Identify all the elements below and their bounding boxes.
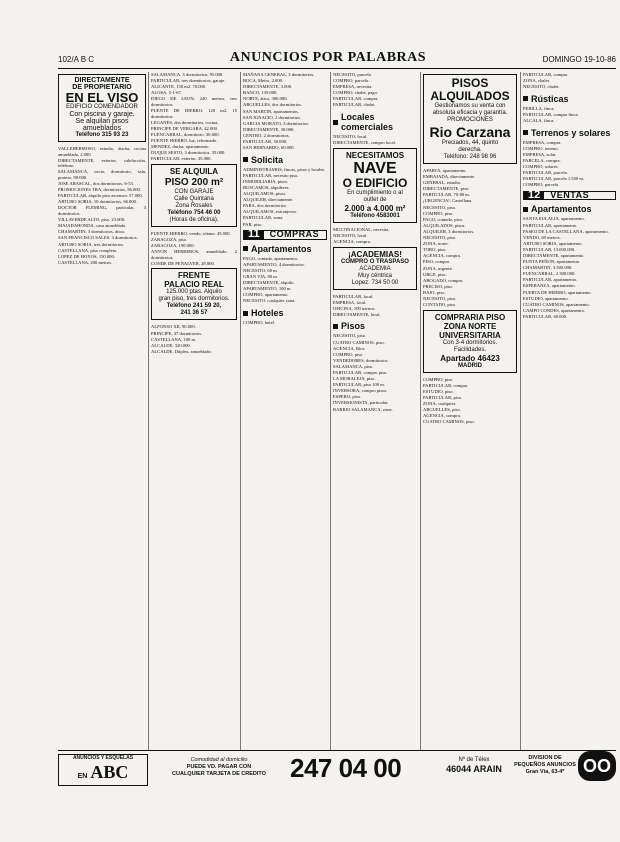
section-terrenos: Terrenos y solares	[523, 128, 616, 138]
classified-ad: CAMPO CONDES, apartamento.	[523, 307, 586, 313]
classified-ad: PARTICULAR, parcela.	[523, 170, 568, 176]
classified-ad: COMPRO, hotel.	[243, 320, 276, 325]
classified-ad: COMPRO, piso.	[423, 210, 454, 216]
ad-list-c4-bot	[333, 294, 417, 318]
classified-ad: DIEGO DE LEON, 240 metros, tres dormitorios.	[151, 96, 237, 107]
ad-box-pisos-alquilados: PISOS ALQUILADOS Gestionamos su venta con absoluta eficacia y garantía. PROMOCIONES Rio Carzana Preciados, 44, quinto derecha. Teléfono: 248 98 96	[423, 74, 517, 164]
classified-ad: MENDEZ, ducha, apartamento.	[151, 144, 210, 150]
classified-ad: GENERAL, estudio.	[423, 180, 462, 186]
classified-ad: SAN MARTIN, apartamentos.	[243, 108, 300, 114]
ad-list-c6	[523, 72, 616, 90]
classified-ad: PISO, compro.	[423, 259, 451, 265]
bullet-square-icon	[523, 96, 528, 101]
classified-ad: INVERSORA, compro pisos.	[333, 388, 388, 394]
classified-ad: PARTICULAR, exterior, 35.000.	[151, 156, 212, 162]
ad-list-c3-hoteles	[243, 320, 327, 326]
classified-ad: URGE, piso.	[423, 271, 447, 277]
classified-ad: PRINCIPE DE VERGARA, 42.000.	[151, 125, 219, 131]
classified-ad: COMPRO, piso.	[333, 351, 364, 357]
classified-ad: BUSCAMOS, alquileres.	[243, 185, 290, 190]
section-solicita: Solicita	[243, 155, 327, 165]
classified-ad: CASTELLANA, piso completo.	[58, 247, 118, 253]
bullet-square-icon	[333, 324, 338, 329]
column-3	[243, 72, 327, 752]
newspaper-page	[58, 50, 616, 834]
classified-ad: PARTICULAR, compra.	[333, 96, 379, 102]
classified-ad: PARTICULAR, chalet.	[333, 102, 376, 108]
classified-ad: CONTADO, piso.	[423, 302, 457, 308]
classified-ad: NECESITO, chalet.	[523, 84, 560, 90]
classified-ad: CHAMARTIN, 3 dormitorios, ático.	[58, 229, 126, 235]
classified-ad: AGENCIA, compra.	[333, 238, 371, 244]
classified-ad: ZARAGOZA, 190.000.	[151, 243, 195, 249]
classified-ad: LOPEZ DE HOYOS, 150.000.	[58, 253, 115, 259]
ad-list-c4-locales	[333, 134, 417, 146]
classified-ad: ARTURO SORIA, apartamento.	[523, 240, 583, 246]
ad-list-c3-apart	[243, 256, 327, 304]
column-6	[523, 72, 616, 752]
classified-ad: SAN BERNARDO, 60.000.	[243, 145, 295, 151]
bullet-square-icon	[333, 120, 338, 125]
classified-ad: CONDE DE PEÑALVER, 28.000.	[151, 260, 215, 266]
classified-ad: PARTICULAR, compra.	[523, 72, 569, 77]
classified-ad: DIRECTAMENTE, local.	[333, 311, 381, 317]
classified-ad: EMBAJADA, directamente.	[423, 174, 476, 180]
classified-ad: COMPRO, piso.	[423, 376, 454, 382]
classified-ad: AGENCIA, compra.	[423, 413, 461, 419]
classified-ad: NECESITO, piso.	[333, 333, 367, 339]
classified-ad: PARTICULAR, necesito piso.	[243, 172, 299, 178]
classified-ad: VILLAVERDE ALTO, piso. 23.000.	[58, 217, 126, 223]
classified-ad: SALAMANCA, vacío, dormitorio, sala, portero. 90.000.	[58, 169, 146, 180]
ad-box-palacio-real: FRENTE PALACIO REAL 125.000 ptas. Alquilo gran piso, tres dormitorios. Teléfono 241 59 20, 241 36 57	[151, 268, 237, 320]
ad-list-c6-rusticas	[523, 106, 616, 124]
classified-ad: AGENCIA, Ríos.	[333, 345, 366, 351]
ad-list-c2	[151, 72, 237, 162]
ad-list-c4	[333, 72, 417, 108]
classified-ad: SALAMANCA, 3 dormitorios. 95.000.	[151, 72, 224, 77]
classified-ad: ALCALA, finca.	[523, 117, 555, 123]
footer-phone: 247 04 00	[290, 753, 402, 783]
classified-ad: DIRECTAMENTE, compro local.	[333, 140, 396, 146]
classified-ad: PARTICULAR, compro piso.	[333, 369, 388, 375]
classified-ad: ESPERANZA, apartamento.	[523, 283, 576, 289]
footer-telex: Nº de Télex 46044 ARAIN	[446, 757, 502, 774]
classified-ad: NECESITO, local.	[333, 232, 368, 238]
ad-list-c2-bot	[151, 324, 237, 354]
classified-ad: ZARAGOZA, piso.	[151, 237, 188, 242]
classified-ad: INVERSIONISTA, particular.	[333, 400, 389, 406]
classified-ad: ALQUILER, 3 dormitorios.	[423, 228, 475, 234]
abc-logo: ABC	[90, 762, 129, 782]
ad-list-c5-bot	[423, 377, 517, 425]
classified-ad: COMPRO, solares.	[523, 163, 559, 169]
classified-ad: ADMINISTRAMOS, fincas, pisos y locales.	[243, 166, 326, 172]
classified-ad: EMPRESA, solar.	[523, 151, 557, 157]
bullet-square-icon	[523, 207, 528, 212]
classified-ad: LA MORALEJA, piso.	[333, 376, 376, 382]
classified-ad: DIRECTAMENTE, 3.000.	[243, 84, 293, 90]
classified-ad: NECESITO, parcela.	[333, 72, 372, 77]
column-5	[423, 72, 517, 752]
classified-ad: PARTICULAR, compra finca.	[523, 111, 579, 117]
classified-ad: CASTELLANA, 100 m.	[151, 336, 197, 342]
classified-ad: ALCALDE, 320.000.	[151, 342, 191, 348]
classified-ad: PARTICULAR, 70-80 m.	[423, 192, 471, 198]
classified-ad: SANTA EULALIA, apartamento.	[523, 216, 585, 222]
classified-ad: CUATRO CAMINOS, piso.	[333, 339, 385, 345]
classified-ad: MAJADAHONDA, casa amueblada.	[58, 223, 127, 229]
classified-ad: DUQUE SESTO, 3 dormitorios. 35.000.	[151, 150, 226, 156]
classified-ad: PUERTA DE HIERRO, apartamento.	[523, 289, 592, 295]
classified-ad: ALOSA. 5-1-67.	[151, 90, 183, 96]
classified-ad: ¡URGENCIA!, Castellana.	[423, 198, 473, 204]
classified-ad: DOCTOR FLEMING, particular, 3 dormitorios.	[58, 205, 146, 217]
classified-ad: DIRECTAMENTE, piso.	[423, 186, 470, 192]
footer-logo: OO	[578, 751, 616, 781]
classified-ad: PARTICULAR, compra.	[423, 382, 469, 388]
classified-ad: PAGO, contado, piso.	[423, 216, 464, 222]
classified-ad: PARTICULAR, apartamento.	[523, 277, 578, 283]
classified-ad: ESPERO, piso.	[333, 394, 362, 400]
classified-ad: SAN IGNACIO, 2 dormitorios.	[243, 114, 302, 120]
section-rusticas: Rústicas	[523, 94, 616, 104]
section-apartamentos-venta: Apartamentos	[523, 204, 616, 214]
classified-ad: SAN FRANCISCO SALES. 3 dormitorios.	[58, 235, 138, 241]
page-number: 102/A B C	[58, 55, 95, 64]
classified-ad: BARRIO SALAMANCA, zona.	[333, 406, 393, 412]
classified-ad: CUATRO CAMINOS, piso.	[423, 419, 475, 425]
classified-ad: NECESITO, cualquier zona.	[243, 298, 296, 304]
ad-list-c4-mid	[333, 227, 417, 245]
section-hoteles: Hoteles	[243, 308, 327, 318]
classified-ad: ARGUELLES, dos dormitorios.	[243, 102, 303, 108]
classified-ad: ABOGADO, compra.	[423, 277, 464, 283]
section-compras: 11 COMPRAS	[243, 230, 327, 240]
section-pisos: Pisos	[333, 321, 417, 331]
classified-ad: COMPRO, parcela.	[333, 78, 370, 84]
column-1	[58, 72, 146, 752]
section-ventas: 12 VENTAS	[523, 191, 616, 201]
classified-ad: INMOBILIARIA, pisos.	[243, 178, 289, 184]
classified-ad: PERILLA, finca.	[523, 105, 555, 111]
classified-ad: GRAN VIA, 80 m.	[243, 274, 279, 280]
classified-ad: MULTINACIONAL, necesita.	[333, 226, 390, 232]
footer-abc-box: ANUNCIOS Y ESQUELAS EN ABC	[58, 754, 148, 786]
footer-strip	[58, 750, 616, 791]
classified-ad: PARTICULAR, apartamento.	[523, 222, 578, 228]
classified-ad: ALQUILER, directamente.	[243, 197, 294, 203]
classified-ad: JOSE ABASCAL, dos dormitorios, 6-53.	[58, 181, 134, 187]
classified-ad: PRECISO, piso.	[423, 283, 453, 289]
issue-date: DOMINGO 19-10-86	[542, 55, 616, 64]
bullet-square-icon	[243, 311, 248, 316]
classified-ad: PARTICULAR, zona.	[243, 215, 284, 221]
ad-list-c4-pisos	[333, 333, 417, 412]
page-header	[58, 50, 616, 69]
section-locales: Locales comerciales	[333, 112, 417, 132]
classified-ad: PARA, dos dormitorios.	[243, 203, 288, 209]
classified-ad: PARTICULAR, parcela 1.500 m.	[523, 176, 585, 182]
classified-ad: SALAMANCA, piso.	[333, 363, 374, 369]
classified-ad: NECESITO, local.	[333, 134, 368, 140]
bullet-square-icon	[243, 246, 248, 251]
section-title: ANUNCIOS POR PALABRAS	[229, 50, 427, 65]
ad-box-el-viso: DIRECTAMENTE DE PROPIETARIO EN EL VISO EDIFICIO COMENDADOR Con piscina y garaje. Se alquilan pisos amueblados Teléfono 315 93 23	[58, 74, 146, 142]
ad-list-c6-apart	[523, 216, 616, 319]
classified-ad: DIRECTAMENTE, alquilo.	[243, 280, 295, 286]
classified-ad: BOCA, Metro, 2.000.	[243, 78, 284, 84]
classified-ad: LEGANES, dos dormitorios, cocina.	[151, 119, 219, 125]
classified-ad: EMPRESA, compra.	[523, 139, 562, 145]
classified-ad: APARTAMENTO, 4 dormitorios.	[243, 261, 305, 267]
classified-ad: ARGUELLES, piso.	[423, 407, 461, 413]
classified-ad: ANTON HERREROS, amueblado, 2 dormitorios.	[151, 249, 237, 260]
classified-ad: ARTURO SORIA, 10 dormitorios, 66.000.	[58, 199, 138, 205]
classified-ad: EMPRESA, necesita.	[333, 84, 373, 90]
classified-ad: VALLEHERMOSO, estudio, ducha, cocina amueblada, 2.000.	[58, 146, 146, 157]
classified-ad: ALQUILAMOS, pisos.	[243, 191, 287, 197]
classified-ad: BANCO, 135.000.	[243, 90, 278, 96]
classified-ad: GARCIA MORATO, 3 dormitorios.	[243, 120, 310, 126]
bullet-square-icon	[523, 130, 528, 135]
classified-ad: AGENCIA, compra.	[423, 253, 461, 259]
classified-ad: ZONA, cualquier.	[423, 401, 457, 407]
classified-ad: NECESITO, 60 m.	[243, 267, 278, 273]
classified-ad: COMPRO, chalet, pago.	[333, 90, 379, 96]
classified-ad: PUNTA PEÑON, apartamento.	[523, 259, 581, 265]
classified-ad: BAJO, piso.	[423, 289, 446, 295]
classified-ad: VENDEDORES, dormitorios.	[333, 357, 389, 363]
classified-ad: OFICINA, 100 metros.	[333, 305, 376, 311]
classified-ad: TORO, piso.	[423, 247, 447, 253]
ad-box-academias: ¡ACADEMIAS! COMPRO O TRASPASO ACADEMIA Muy céntrica Lopez. 734 50 00	[333, 247, 417, 290]
classified-ad: PARTICULAR, 60.000.	[523, 313, 568, 319]
ad-list-c2-mid	[151, 231, 237, 267]
classified-ad: PARTICULAR, 50.000.	[243, 139, 288, 145]
classified-ad: PROMOCIONES TRA, dormitorios, 56.000.	[58, 187, 141, 193]
bullet-square-icon	[243, 157, 248, 162]
classified-ad: CHAMARTIN, 3.500.000.	[523, 265, 573, 271]
classified-ad: PUENTE DE HIERRO, 120 m2, 15 dormitorios.	[151, 108, 237, 119]
ad-list-c3	[243, 72, 327, 151]
classified-ad: ARTURO SORIA, tres dormitorios.	[58, 241, 125, 247]
classified-ad: VENDO, 60 metros.	[523, 234, 561, 240]
classified-ad: FUENTE HIERRO, vendo, sótano. 45.000.	[151, 230, 231, 236]
classified-ad: FUENCARRAL, 2.300.000.	[523, 271, 576, 277]
footer-division: DIVISION DE PEQUEÑOS ANUNCIOS Gran Vía, 63-4º	[514, 755, 576, 775]
classified-ad: PRINCIPE, 37 dormitorios.	[151, 330, 203, 336]
classified-ad: NORTE, ático, 300.000.	[243, 96, 288, 102]
classified-ad: NECESITO, piso.	[423, 235, 457, 241]
ad-list-c6-terrenos	[523, 140, 616, 188]
classified-ad: CENTRO, 2 dormitorios.	[243, 132, 290, 138]
classified-ad: PAGO, contado, apartamento.	[243, 255, 299, 261]
classified-ad: ALCALDE. Dúplex, amueblado.	[151, 348, 212, 354]
footer-credit-note: Comodidad al domicilio PUEDE VD. PAGAR CON CUALQUIER TARJETA DE CREDITO	[172, 757, 266, 777]
classified-ad: ESTUDIO, piso.	[423, 388, 454, 394]
classified-ad: PUENTE HIERRO, luz, reformado.	[151, 138, 218, 144]
classified-ad: CUATRO CAMINOS, apartamento.	[523, 301, 590, 307]
classified-ad: PARTICULAR, local.	[333, 293, 374, 299]
ad-box-piso-200: SE ALQUILA PISO 200 m² CON GARAJE Calle Quintana Zona Rosales Teléfono 754 46 00 (Horas de oficina).	[151, 164, 237, 227]
classified-ad: ALQUILADOS, pisos.	[423, 222, 466, 228]
classified-ad: ALQUILAMOS, extranjeros.	[243, 209, 298, 215]
classified-ad: MAÑANA GENERAL, 3 dormitorios.	[243, 72, 315, 77]
classified-ad: ZONA, chalet.	[523, 78, 551, 84]
section-apartamentos-compra: Apartamentos	[243, 244, 327, 254]
classified-ad: PAR, piso.	[243, 221, 263, 227]
classified-ad: COMPRO, terreno.	[523, 145, 559, 151]
classified-ad: FUENCARRAL, dormitorio. 30.000.	[151, 131, 220, 137]
classified-ad: ESTUDIO, apartamento.	[523, 295, 569, 301]
classified-ad: CASTELLANA, 200 metros.	[58, 259, 113, 265]
classified-ad: COMPRO, apartamento.	[243, 292, 289, 298]
classified-ad: PARTICULAR, tres dormitorios, garaje.	[151, 78, 226, 84]
classified-ad: DIRECTAMENTE, 30.000.	[243, 126, 295, 132]
classified-ad: COMPRO, parcela.	[523, 182, 560, 188]
classified-ad: NECESITO, piso.	[423, 204, 457, 210]
classified-ad: PARCELA, compra.	[523, 157, 561, 163]
classified-ad: PARTICULAR, 13.000.000.	[523, 246, 576, 252]
ad-list-c5	[423, 168, 517, 308]
ad-list-c1	[58, 146, 146, 265]
ad-list-c3-solicita	[243, 167, 327, 227]
column-4	[333, 72, 417, 752]
classified-ad: PARTICULAR, piso.	[423, 394, 463, 400]
classified-ad: EMPRESA, local.	[333, 299, 367, 305]
classified-ad: ALFONSO XII, 90.000.	[151, 324, 196, 330]
classified-ad: APARTA, apartamento.	[423, 168, 467, 173]
classified-ad: DIRECTAMENTE, apartamento.	[523, 252, 585, 258]
classified-ad: ZONA, norte.	[423, 241, 449, 247]
classified-ad: ALICANTE, 150 m2. 70.000.	[151, 84, 207, 90]
classified-ad: NECESITO, piso.	[423, 295, 457, 301]
classified-ad: PARTICULAR, alquilo piso ascensor. 57.000.	[58, 193, 143, 199]
classified-ad: PARTICULAR, piso 100 m.	[333, 382, 386, 388]
ad-box-compraria-piso: COMPRARIA PISO ZONA NORTE UNIVERSITARIA Con 3-4 dormitorios. Facilidades. Apartado 46423 MADRID	[423, 310, 517, 373]
ad-box-nave: NECESITAMOS NAVE O EDIFICIO En cumplimiento o al outlet de 2.000 a 4.000 m² Teléfono 4583001	[333, 148, 417, 223]
classified-ad: PASEO DE LA CASTELLANA, apartamento.	[523, 228, 609, 234]
column-2	[151, 72, 237, 752]
classified-ad: DIRECTAMENTE, exterior, calefacción, teléfono.	[58, 157, 146, 169]
classified-ad: ZONA, urgente.	[423, 265, 453, 271]
classified-ad: APARTAMENTO, 100 m.	[243, 286, 292, 292]
